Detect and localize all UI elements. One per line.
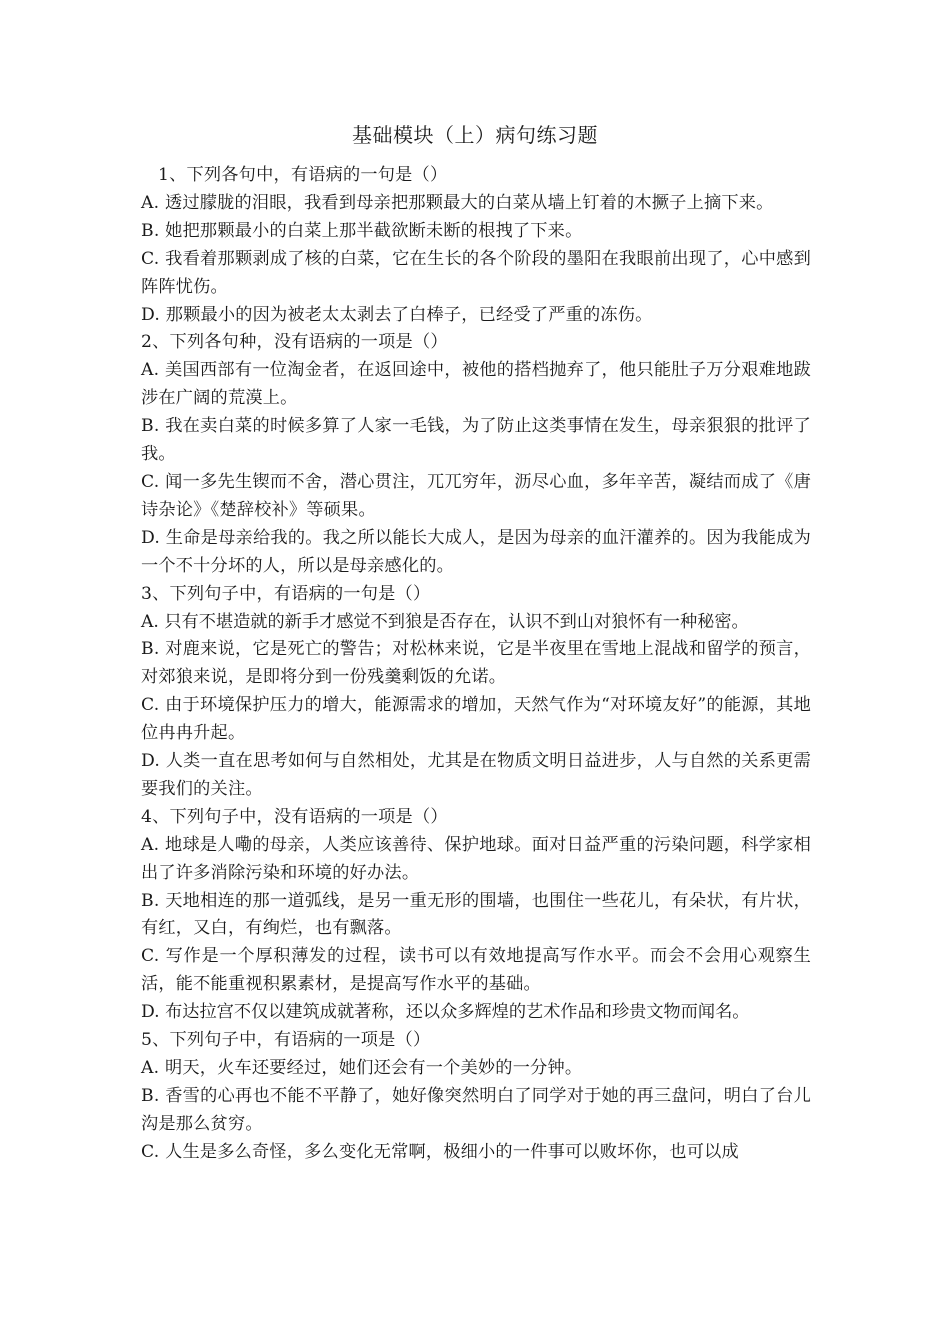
question-1-option-a: A. 透过朦胧的泪眼，我看到母亲把那颗最大的白菜从墙上钉着的木撅子上摘下来。 — [141, 192, 774, 213]
question-3-option-b: B. 对鹿来说，它是死亡的警告；对松林来说，它是半夜里在雪地上混战和留学的预言，对郊狼来说，是即将分到一份残羹剩饭的允诺。 — [141, 639, 811, 688]
question-4-option-b: B. 天地相连的那一道弧线，是另一重无形的围墙，也围住一些花儿，有朵状，有片状，有红，又白，有绚烂，也有飘落。 — [141, 890, 811, 939]
question-3-stem: 3、下列句子中，有语病的一句是（） — [141, 583, 431, 604]
question-5-option-c: C. 人生是多么奇怪，多么变化无常啊，极细小的一件事可以败坏你，也可以成 — [141, 1141, 739, 1162]
document-title: 基础模块（上）病句练习题 — [352, 123, 598, 147]
question-1-stem: 1、下列各句中，有语病的一句是（） — [158, 165, 448, 185]
question-3-option-d: D. 人类一直在思考如何与自然相处，尤其是在物质文明日益进步，人与自然的关系更需要我们的关注。 — [141, 751, 811, 799]
question-2-option-b: B. 我在卖白菜的时候多算了人家一毛钱，为了防止这类事情在发生，母亲狠狠的批评了我。 — [141, 416, 811, 465]
question-3-option-a: A. 只有不堪造就的新手才感觉不到狼是否存在，认识不到山对狼怀有一种秘密。 — [141, 611, 749, 632]
document-body — [141, 162, 811, 1167]
question-5-stem: 5、下列句子中，有语病的一项是（） — [141, 1030, 431, 1051]
question-4-stem: 4、下列句子中，没有语病的一项是（） — [141, 806, 448, 827]
question-2-option-d: D. 生命是母亲给我的。我之所以能长大成人，是因为母亲的血汗灌养的。因为我能成为一个不十分坏的人，所以是母亲感化的。 — [141, 527, 811, 576]
question-2-option-a: A. 美国西部有一位淘金者，在返回途中，被他的搭档抛弃了，他只能肚子万分艰难地跋涉在广阔的荒漠上。 — [141, 360, 811, 409]
question-1-option-d: D. 那颗最小的因为被老太太剥去了白棒子，已经受了严重的冻伤。 — [141, 304, 653, 325]
question-5-option-a: A. 明天，火车还要经过，她们还会有一个美妙的一分钟。 — [141, 1058, 583, 1078]
question-2-option-c: C. 闻一多先生锲而不舍，潜心贯注，兀兀穷年，沥尽心血，多年辛苦，凝结而成了《唐诗杂论》《楚辞校补》等硕果。 — [141, 471, 811, 520]
question-5-option-b: B. 香雪的心再也不能不平静了，她好像突然明白了同学对于她的再三盘问，明白了台儿沟是那么贫穷。 — [141, 1085, 811, 1134]
question-1-option-b: B. 她把那颗最小的白菜上那半截欲断未断的根拽了下来。 — [141, 220, 583, 241]
question-1-option-c: C. 我看着那颗剥成了核的白菜，它在生长的各个阶段的墨阳在我眼前出现了，心中感到阵阵忧伤。 — [141, 248, 811, 297]
question-4-option-c: C. 写作是一个厚积薄发的过程，读书可以有效地提高写作水平。而会不会用心观察生活，能不能重视积累素材，是提高写作水平的基础。 — [141, 946, 811, 995]
question-4-option-a: A. 地球是人嘞的母亲，人类应该善待、保护地球。面对日益严重的污染问题，科学家相出了许多消除污染和环境的好办法。 — [141, 834, 811, 883]
question-4-option-d: D. 布达拉宫不仅以建筑成就著称，还以众多辉煌的艺术作品和珍贵文物而闻名。 — [141, 1002, 750, 1023]
question-2-stem: 2、下列各句种，没有语病的一项是（） — [141, 332, 448, 353]
question-3-option-c: C. 由于环境保护压力的增大，能源需求的增加，天然气作为“对环境友好”的能源，其地位冉冉升起。 — [141, 695, 811, 744]
